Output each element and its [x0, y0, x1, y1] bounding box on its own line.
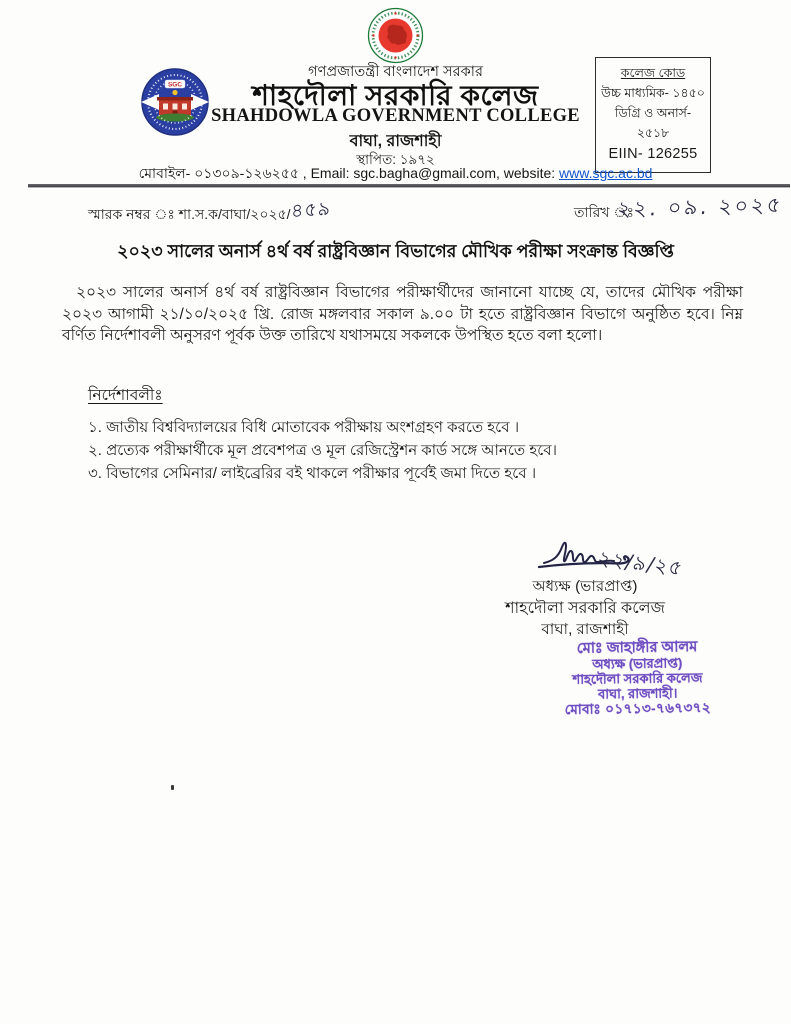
college-name-english: SHAHDOWLA GOVERNMENT COLLEGE: [211, 106, 580, 126]
stamp-college: শাহদৌলা সরকারি কলেজ: [572, 670, 703, 687]
memo-number-handwritten: ৪৫৯: [290, 197, 331, 223]
government-line: গণপ্রজাতন্ত্রী বাংলাদেশ সরকার: [308, 64, 483, 80]
instructions-list: [88, 416, 557, 485]
college-location: বাঘা, রাজশাহী: [349, 133, 442, 150]
memo-number-label: স্মারক নম্বর ঃ শা.স.ক/বাঘা/২০২৫/: [88, 206, 291, 222]
signature-handwritten-date: ২২/৯/২৫: [594, 546, 686, 580]
code-degree-honours: ডিগ্রি ও অনার্স- ২৫১৮: [614, 106, 692, 140]
college-code-box: [595, 57, 711, 173]
notice-body: ২০২৩ সালের অনার্স ৪র্থ বর্ষ রাষ্ট্রবিজ্ঞান বিভাগের পরীক্ষার্থীদের জানানো যাচ্ছে যে, তাদের মৌখিক পরীক্ষা ২০২৩ আগামী ২১/১০/২০২৫ খ্রি. রোজ মঙ্গলবার সকাল ৯.০০ টা হতে রাষ্ট্রবিজ্ঞান বিভাগে অনুষ্ঠিত হবে। নিম্ন বর্ণিত নির্দেশাবলী অনুসরণ পূর্বক উক্ত তারিখে যথাসময়ে সকলকে উপস্থিত হতে বলা হলো।: [62, 284, 743, 344]
memo-number: [88, 199, 331, 231]
notice-title: ২০২৩ সালের অনার্স ৪র্থ বর্ষ রাষ্ট্রবিজ্ঞান বিভাগের মৌখিক পরীক্ষা সংক্রান্ত বিজ্ঞপ্তি: [117, 241, 674, 261]
stamp-name: মোঃ জাহাঙ্গীর আলম: [576, 639, 698, 657]
instruction-item-1: ১. জাতীয় বিশ্ববিদ্যালয়ের বিধি মোতাবেক পরীক্ষায় অংশগ্রহণ করতে হবে ।: [88, 419, 520, 436]
college-name-bengali: শাহদৌলা সরকারি কলেজ: [252, 80, 539, 111]
established-year: স্থাপিত: ১৯৭২: [356, 152, 435, 167]
stamp-mobile: মোবাঃ ০১৭১৩-৭৬৭৩৭২: [564, 699, 712, 718]
instruction-item-3: ৩. বিভাগের সেমিনার/ লাইব্রেরির বই থাকলে পরীক্ষার পূর্বেই জমা দিতে হবে ।: [88, 465, 537, 482]
signatory-designation: অধ্যক্ষ (ভারপ্রাপ্ত): [532, 578, 638, 595]
date-label: তারিখ ঃ: [574, 204, 634, 220]
website-link[interactable]: www.sgc.ac.bd: [559, 165, 653, 181]
signature-block: [470, 576, 700, 641]
code-box-title: কলেজ কোড: [620, 66, 686, 80]
stamp-location: বাঘা, রাজশাহী।: [597, 685, 678, 702]
contact-line: [0, 162, 791, 186]
signatory-college: শাহদৌলা সরকারি কলেজ: [505, 599, 665, 617]
scan-artifact: [171, 785, 174, 790]
email-address: Email: sgc.bagha@gmail.com,: [310, 165, 500, 181]
instructions-heading: নির্দেশাবলীঃ: [88, 387, 163, 404]
mobile-number: মোবাইল- ০১৩০৯-১২৬২৫৫ ,: [138, 165, 307, 181]
logo-sgc-text: SGC: [167, 81, 183, 89]
header-divider: [28, 184, 790, 188]
principal-stamp: [519, 639, 755, 717]
date-handwritten: ২২. ০৯. ২০২৫: [616, 192, 784, 222]
stamp-designation: অধ্যক্ষ (ভারপ্রাপ্ত): [592, 655, 683, 672]
instruction-item-2: ২. প্রত্যেক পরীক্ষার্থীকে মূল প্রবেশপত্র ও মূল রেজিস্ট্রেশন কার্ড সঙ্গে আনতে হবে।: [88, 442, 557, 459]
code-eiin: EIIN- 126255: [608, 146, 698, 162]
signatory-location: বাঘা, রাজশাহী: [541, 621, 629, 638]
website-label: website:: [503, 165, 556, 181]
code-hsc: উচ্চ মাধ্যমিক- ১৪৫০: [601, 86, 705, 100]
bangladesh-government-emblem-icon: [367, 7, 424, 64]
